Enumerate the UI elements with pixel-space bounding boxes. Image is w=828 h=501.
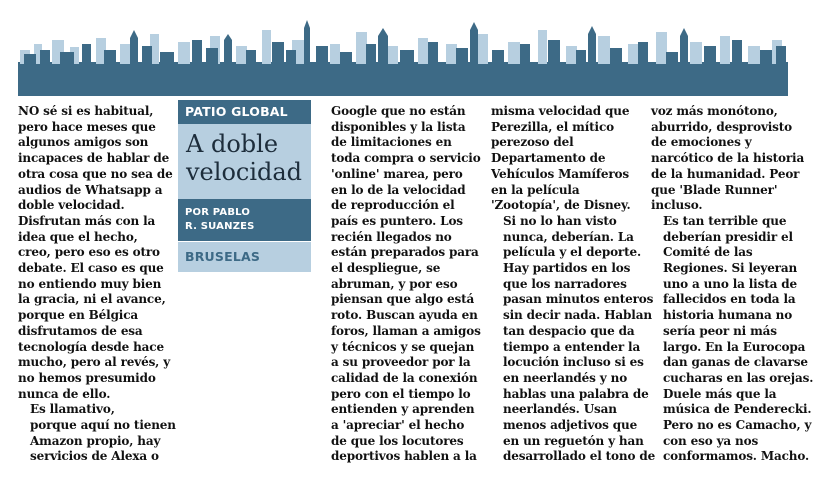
article-line: mucho, pero al revés, y [18,355,171,370]
article-line: NO sé si es habitual, [18,104,154,118]
article-line: pasan minutos enteros [503,292,654,307]
article-column-4 [651,104,814,465]
article-line: sería peor ni más [663,323,777,338]
article-paragraph [331,104,481,465]
article-paragraph [18,402,176,465]
article-line: porque aquí no tienen [30,418,176,433]
article-line: recién llegados no [331,229,452,244]
article-line: que los narradores [503,276,627,291]
article-paragraph [491,213,656,465]
article-line: fallecidos en toda la [663,292,796,307]
article-line: música de Penderecki. [663,402,812,417]
byline [178,199,311,241]
article-line: locución incluso si es [503,355,644,370]
article-line: Perezilla, el mítico [491,119,614,134]
article-line: en neerlandés y no [503,370,628,385]
byline-line-1: POR PABLO [185,207,251,218]
article-line: Disfrutan más con la [18,213,156,228]
article-line: deberían presidir el [663,229,793,244]
article-line: misma velocidad que [491,104,630,118]
article-line: tan despacio que da [503,323,635,338]
article-line: disfrutamos de esa [18,323,143,338]
article-line: audios de Whatsapp a [18,182,163,197]
article-line: deportivos hablen a la [331,449,477,464]
article-line: no hemos presumido [18,370,156,385]
article-line: creo, pero eso es otro [18,245,160,260]
article-line: con eso ya nos [663,433,759,448]
article-line: piensan que algo está [331,292,475,307]
article-line: 'Zootopía', de Disney. [491,198,631,213]
article-line: debate. El caso es que [18,261,164,276]
article-line: disponibles y la lista [331,119,466,134]
article-line: menos adjetivos que [503,418,638,433]
byline-line-2: R. SUANZES [185,221,255,232]
section-info-box [178,100,311,273]
article-line: narcótico de la historia [651,151,805,166]
city-skyline-banner [0,0,828,98]
article-line: nunca de ello. [18,386,111,401]
article-line: en la película [491,182,580,197]
article-line: Es tan terrible que [663,213,787,228]
article-paragraph [651,213,814,465]
article-line: 'online' marea, pero [331,166,463,181]
article-line: abruman, y por eso [331,276,458,291]
article-line: Hay partidos en los [503,261,631,276]
article-line: nunca, deberían. La [503,229,634,244]
article-line: cucharas en las orejas. [663,370,814,385]
section-label: PATIO GLOBAL [178,100,311,124]
article-line: toda compra o servicio [331,151,481,166]
article-line: sin decir nada. Hablan [503,308,652,323]
article-line: Comité de las [663,245,753,260]
article-line: desarrollado el tono de [503,449,656,464]
article-line: de limitaciones en [331,135,452,150]
article-paragraph [651,104,806,214]
article-line: a 'apreciar' el hecho [331,418,465,433]
article-line: entienden y aprenden [331,402,475,417]
article-line: Regiones. Si leyeran [663,261,798,276]
article-line: perezoso del [491,135,574,150]
headline-line-1: A doble [186,130,279,158]
article-line: voz más monótono, [651,104,778,118]
article-line: aburrido, desprovisto [651,119,793,134]
article-line: uno a uno la lista de [663,276,797,291]
article-column-2 [331,104,481,465]
article-line: porque en Bélgica [18,308,138,323]
article-line: roto. Buscan ayuda en [331,308,478,323]
article-line: algunos amigos son [18,135,149,150]
article-line: doble velocidad. [18,198,125,213]
article-column-3 [491,104,656,465]
article-line: la gracia, ni el avance, [18,292,166,307]
article-line: pero con el tiempo lo [331,386,471,401]
article-line: que 'Blade Runner' [651,182,778,197]
article-line: Si no lo han visto [503,213,617,228]
article-line: dan ganas de clavarse [663,355,808,370]
article-line: idea que el hecho, [18,229,138,244]
article-line: y técnicos y se quejan [331,339,475,354]
article-line: Departamento de [491,151,606,166]
article-line: Duele más que la [663,386,777,401]
headline-line-2: velocidad [186,158,303,186]
article-line: servicios de Alexa o [30,449,159,464]
article-line: neerlandés. Usan [503,402,617,417]
article-line: en un reguetón y han [503,433,644,448]
article-line: Pero no es Camacho, y [663,418,812,433]
article-line: película y el deporte. [503,245,642,260]
article-line: hablas una palabra de [503,386,649,401]
article-line: no entiendo muy bien [18,276,162,291]
article-paragraph [18,104,173,402]
article-line: Amazon propio, hay [30,433,161,448]
article-line: el despliegue, se [331,261,441,276]
article-column-1 [18,104,176,465]
article-line: tecnología desde hace [18,339,164,354]
article-line: calidad de la conexión [331,370,478,385]
dateline: BRUSELAS [178,242,311,272]
article-line: de emociones y [651,135,752,150]
article-line: de reproducción el [331,198,455,213]
article-line: incluso. [651,198,703,213]
article-line: a su proveedor por la [331,355,471,370]
article-line: de que los locutores [331,433,464,448]
article-line: Es llamativo, [30,402,115,417]
article-line: están preparados para [331,245,479,260]
article-line: pero hace meses que [18,119,156,134]
article-line: tiempo a entender la [503,339,641,354]
article-paragraph [491,104,641,214]
article-line: otra cosa que no sea de [18,166,173,181]
article-line: Google que no están [331,104,466,118]
article-line: foros, llaman a amigos [331,323,481,338]
article-line: de la humanidad. Peor [651,166,800,181]
article-line: en lo de la velocidad [331,182,466,197]
article-line: país es puntero. Los [331,213,463,228]
article-line: largo. En la Eurocopa [663,339,806,354]
article-line: Vehículos Mamíferos [491,166,629,181]
article-line: historia humana no [663,308,793,323]
article-line: incapaces de hablar de [18,151,170,166]
article-line: conformamos. Macho. [663,449,810,464]
